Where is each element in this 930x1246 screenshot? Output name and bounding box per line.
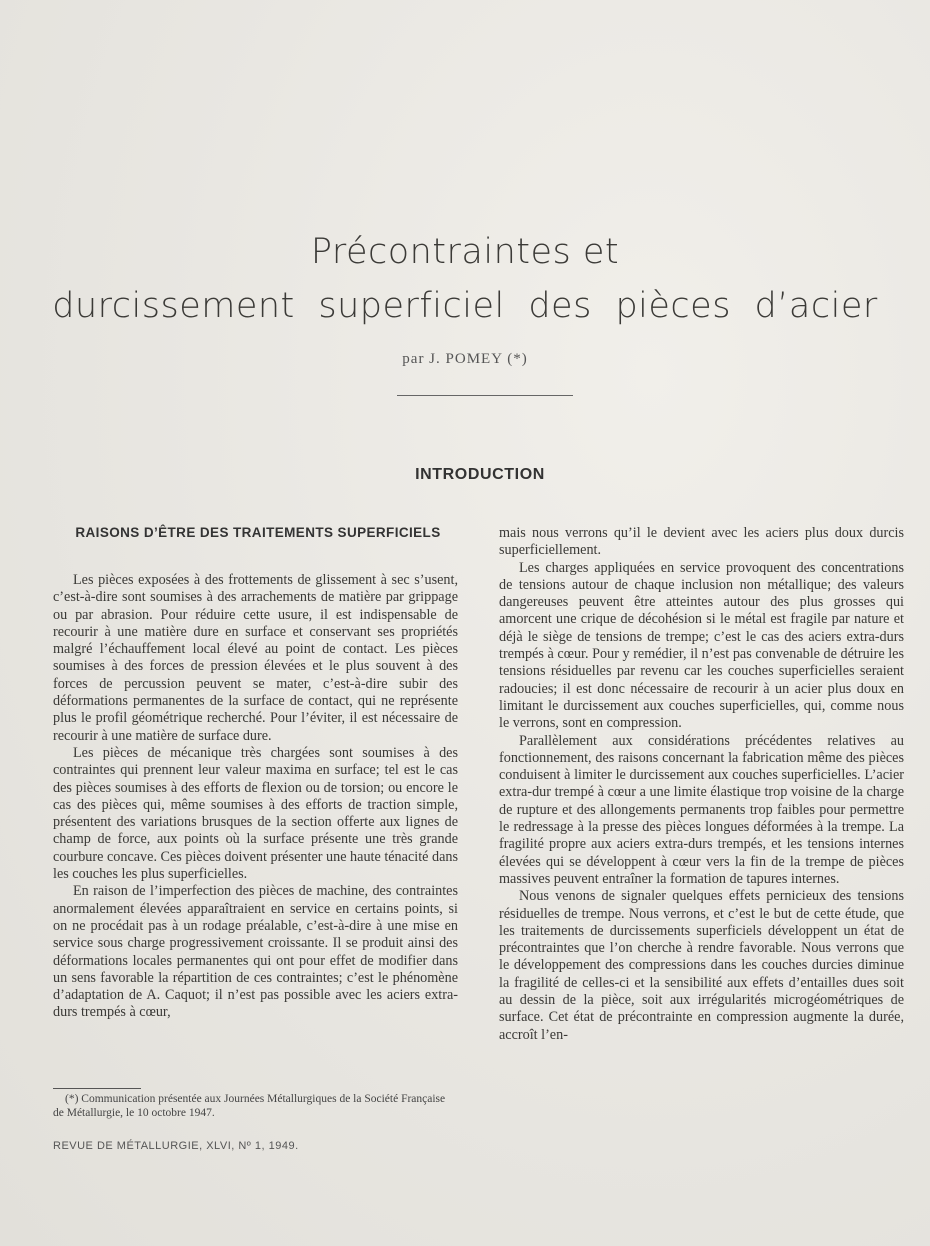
paragraph: Nous venons de signaler quelques effets pernicieux des tensions résiduelles de trempe. Nous verrons, et c’est le but de cette étude, que les traitements de durcissements superficiels développent un état de précontraintes que l’on cherche à rendre favorable. Nous verrons que le développement des compressions dans les couches durcies diminue la fragilité de celles-ci et la sensibilité aux effets d’entailles dues soit au dessin de la pièce, soit aux irrégularités microgéométriques de surface. Cet état de précontrainte en compression augmente la durée, accroît l’en- [499,888,904,1043]
paragraph: Les pièces exposées à des frottements de glissement à sec s’usent, c’est-à-dire sont soumises à des arrachements de matière par grippage ou par abrasion. Pour réduire cette usure, il est indispensable de recourir à une matière dure en surface et conservant ses propriétés malgré l’échauffement local élevé au point de contact. Les pièces soumises à des forces de pression élevées et le plus souvent à des forces de percussion peuvent se mater, c’est-à-dire subir des déformations permanentes de la surface de contact, qui ne représente plus le profil géométrique recherché. Pour l’éviter, il est nécessaire de recourir à une matière de surface dure. [53,572,458,744]
paragraph: En raison de l’imperfection des pièces de machine, des contraintes anormalement élevées apparaîtraient en service en certains points, si on ne procédait pas à un rodage préalable, c’est-à-dire à une mise en service sous charge progressivement croissante. Il se produit ainsi des déformations locales permanentes qui ont pour effet de modifier dans un sens favorable la répartition de ces contraintes; c’est le phénomène d’adaptation de A. Caquot; il n’est pas possible avec les aciers extra-durs trempés à cœur, [53,883,458,1021]
left-column [53,572,458,1022]
section-heading: RAISONS D’ÊTRE DES TRAITEMENTS SUPERFICIELS [75,525,441,540]
introduction-heading: INTRODUCTION [415,466,545,483]
paragraph: Parallèlement aux considérations précédentes relatives au fonctionnement, des raisons concernant la fabrication même des pièces conduisent à limiter le durcissement aux couches superficielles. L’acier extra-dur trempé à cœur a une limite élastique trop voisine de la charge de rupture et des allongements permanents trop faibles pour permettre le redressage à la presse des pièces longues déformées à la trempe. La fragilité propre aux aciers extra-durs trempés, et les tensions internes élevées qui se développent à cœur vers la fin de la trempe de pièces massives peuvent entraîner la formation de tapures internes. [499,732,904,887]
paragraph: Les charges appliquées en service provoquent des concentrations de tensions autour de chaque inclusion non métallique; des valeurs dangereuses peuvent être atteintes autour des plus grosses qui amorcent une crique de décohésion si le métal est fragile par nature et déjà le siège de tensions de trempe; c’est le cas des aciers extra-durs trempés à cœur. Pour y remédier, il n’est pas convenable de détruire les tensions résiduelles par revenu car les couches superficielles seraient radoucies; il est donc nécessaire de recourir à un acier plus doux en limitant le durcissement aux couches superficielles, qui, comme nous le verrons, sont en compression. [499,559,904,732]
title-divider [397,395,573,396]
journal-reference: REVUE DE MÉTALLURGIE, XLVI, Nº 1, 1949. [53,1140,299,1152]
footnote-divider [53,1088,141,1089]
article-title-line-2: durcissement superficiel des pièces d’acier [52,286,878,326]
footnote: (*) Communication présentée aux Journées Métallurgiques de la Société Française de Métallurgie, le 10 octobre 1947. [53,1093,446,1119]
paragraph: mais nous verrons qu’il le devient avec les aciers plus doux durcis superficiellement. [499,525,904,559]
article-title-line-1: Précontraintes et [310,232,620,272]
paragraph: Les pièces de mécanique très chargées sont soumises à des contraintes qui prennent leur valeur maxima en surface; tel est le cas des pièces soumises à des efforts de flexion ou de torsion; ou encore le cas des pièces qui, même soumises à des efforts de traction simple, présentent des variations brusques de la section offerte aux lignes de champ de force, aux points où la surface présente une très grande courbure concave. Ces pièces doivent présenter une haute ténacité dans les couches les plus superficielles. [53,744,458,883]
right-column [499,525,904,1044]
author-byline: par J. POMEY (*) [402,351,528,367]
